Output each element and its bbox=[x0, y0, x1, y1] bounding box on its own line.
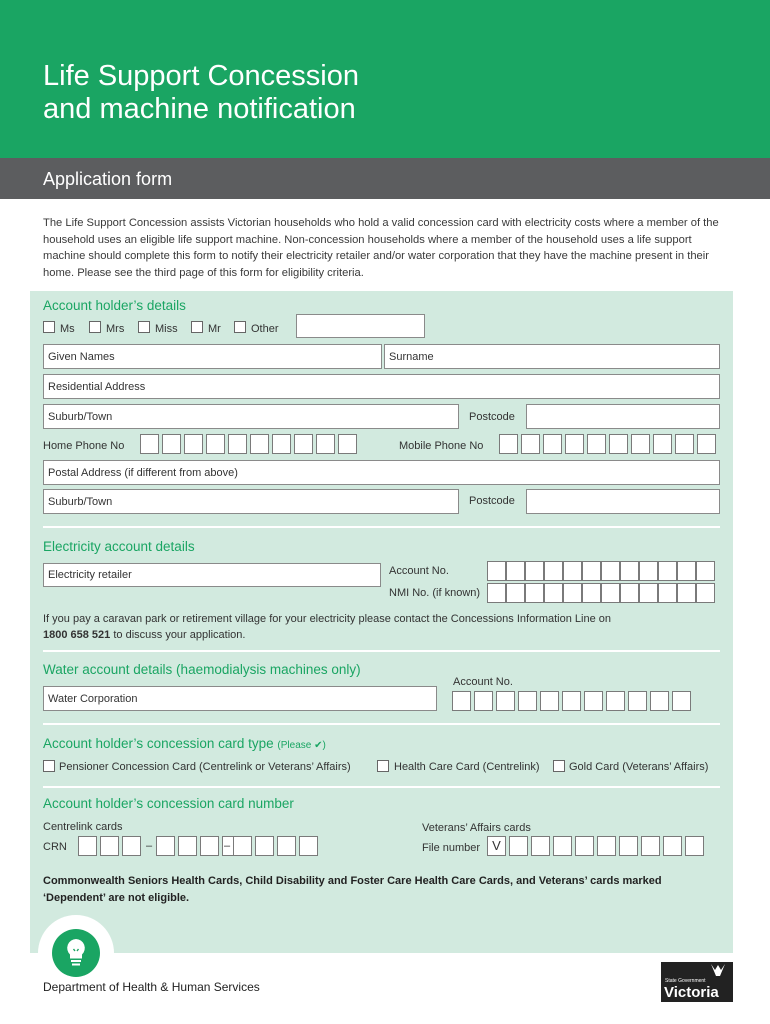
form-subtitle: Application form bbox=[43, 169, 173, 189]
water-cell[interactable] bbox=[518, 691, 537, 711]
crn-cell[interactable] bbox=[255, 836, 274, 856]
mobile-cell[interactable] bbox=[631, 434, 650, 454]
mobile-cell[interactable] bbox=[499, 434, 518, 454]
account-cell[interactable] bbox=[696, 561, 715, 581]
nmi-cell[interactable] bbox=[582, 583, 601, 603]
mobile-cell[interactable] bbox=[675, 434, 694, 454]
section-card-number: Account holder’s concession card number bbox=[43, 796, 294, 811]
suburb-town-label: Suburb/Town bbox=[48, 410, 113, 423]
nmi-cell[interactable] bbox=[677, 583, 696, 603]
crn-cell[interactable] bbox=[78, 836, 97, 856]
title-line-1: Life Support Concession bbox=[43, 60, 359, 92]
water-cell[interactable] bbox=[452, 691, 471, 711]
suburb-town-field[interactable] bbox=[43, 404, 459, 429]
section-electricity: Electricity account details bbox=[43, 539, 195, 554]
label-other: Other bbox=[251, 323, 279, 335]
postal-postcode-label: Postcode bbox=[469, 495, 515, 507]
file-prefix-cell: V bbox=[487, 836, 506, 856]
checkbox-pensioner[interactable] bbox=[43, 760, 55, 772]
label-pensioner: Pensioner Concession Card (Centrelink or Veterans’ Affairs) bbox=[59, 761, 351, 773]
surname-field[interactable] bbox=[384, 344, 720, 369]
account-cell[interactable] bbox=[677, 561, 696, 581]
account-cell[interactable] bbox=[506, 561, 525, 581]
account-cell[interactable] bbox=[544, 561, 563, 581]
crn-label: CRN bbox=[43, 841, 67, 853]
crn-cell[interactable] bbox=[178, 836, 197, 856]
caravan-note-text: If you pay a caravan park or retirement village for your electricity please contact the Concessions Information Line on bbox=[43, 613, 612, 625]
water-cell[interactable] bbox=[650, 691, 669, 711]
home-phone-cells[interactable] bbox=[140, 434, 357, 454]
phone-cell[interactable] bbox=[184, 434, 203, 454]
checkbox-other[interactable] bbox=[234, 321, 246, 333]
victoria-logo bbox=[661, 962, 733, 1002]
crn-cell[interactable] bbox=[156, 836, 175, 856]
checkbox-ms[interactable] bbox=[43, 321, 55, 333]
mobile-cell[interactable] bbox=[609, 434, 628, 454]
residential-address-label: Residential Address bbox=[48, 380, 146, 393]
section-account-holder: Account holder’s details bbox=[43, 298, 186, 313]
file-cell[interactable] bbox=[619, 836, 638, 856]
file-cell[interactable] bbox=[685, 836, 704, 856]
divider bbox=[43, 786, 720, 788]
crn-cell[interactable] bbox=[299, 836, 318, 856]
lightbulb-icon bbox=[52, 929, 100, 977]
surname-label: Surname bbox=[389, 350, 434, 363]
given-names-field[interactable] bbox=[43, 344, 382, 369]
file-cell[interactable] bbox=[663, 836, 682, 856]
crn-cell[interactable] bbox=[200, 836, 219, 856]
label-health-care: Health Care Card (Centrelink) bbox=[394, 761, 540, 773]
crn-cells-3[interactable] bbox=[233, 836, 318, 856]
crn-cell[interactable] bbox=[277, 836, 296, 856]
account-cell[interactable] bbox=[620, 561, 639, 581]
postal-address-field[interactable] bbox=[43, 460, 720, 485]
label-miss: Miss bbox=[155, 323, 178, 335]
form-title bbox=[43, 60, 359, 126]
section-card-type bbox=[43, 736, 326, 751]
crn-dash: – bbox=[224, 840, 231, 852]
header-banner bbox=[0, 0, 770, 158]
nmi-cell[interactable] bbox=[658, 583, 677, 603]
divider bbox=[43, 526, 720, 528]
electricity-account-label: Account No. bbox=[389, 565, 449, 577]
nmi-cell[interactable] bbox=[563, 583, 582, 603]
water-corporation-label: Water Corporation bbox=[48, 692, 138, 705]
label-ms: Ms bbox=[60, 323, 75, 335]
nmi-cell[interactable] bbox=[639, 583, 658, 603]
account-cell[interactable] bbox=[563, 561, 582, 581]
nmi-cell[interactable] bbox=[620, 583, 639, 603]
mobile-phone-label: Mobile Phone No bbox=[399, 440, 484, 452]
nmi-cell[interactable] bbox=[696, 583, 715, 603]
phone-cell[interactable] bbox=[316, 434, 335, 454]
caravan-note bbox=[43, 611, 723, 643]
postal-address-label: Postal Address (if different from above) bbox=[48, 466, 238, 479]
veterans-label: Veterans’ Affairs cards bbox=[422, 822, 531, 834]
form-panel-corner bbox=[30, 900, 733, 952]
account-cell[interactable] bbox=[601, 561, 620, 581]
divider bbox=[43, 723, 720, 725]
crn-cell[interactable] bbox=[100, 836, 119, 856]
section-water: Water account details (haemodialysis machines only) bbox=[43, 662, 361, 677]
file-cell[interactable] bbox=[509, 836, 528, 856]
residential-address-field[interactable] bbox=[43, 374, 720, 399]
phone-cell[interactable] bbox=[206, 434, 225, 454]
file-cell[interactable] bbox=[575, 836, 594, 856]
phone-cell[interactable] bbox=[162, 434, 181, 454]
mobile-cell[interactable] bbox=[653, 434, 672, 454]
logo-big-text: Victoria bbox=[664, 984, 719, 1001]
phone-cell[interactable] bbox=[294, 434, 313, 454]
account-cell[interactable] bbox=[582, 561, 601, 581]
account-cell[interactable] bbox=[487, 561, 506, 581]
mobile-cell[interactable] bbox=[543, 434, 562, 454]
checkbox-gold-card[interactable] bbox=[553, 760, 565, 772]
water-cell[interactable] bbox=[584, 691, 603, 711]
water-cell[interactable] bbox=[628, 691, 647, 711]
label-gold-card: Gold Card (Veterans’ Affairs) bbox=[569, 761, 709, 773]
given-names-label: Given Names bbox=[48, 350, 115, 363]
postal-postcode-field[interactable] bbox=[526, 489, 720, 514]
postcode-field[interactable] bbox=[526, 404, 720, 429]
nmi-cells[interactable] bbox=[487, 583, 715, 603]
account-cell[interactable] bbox=[639, 561, 658, 581]
postal-suburb-field[interactable] bbox=[43, 489, 459, 514]
checkbox-mrs[interactable] bbox=[89, 321, 101, 333]
file-cell[interactable] bbox=[531, 836, 550, 856]
phone-cell[interactable] bbox=[250, 434, 269, 454]
file-cell[interactable] bbox=[641, 836, 660, 856]
eligibility-note: Commonwealth Seniors Health Cards, Child Disability and Foster Care Health Care Cards, and Veterans’ cards marked ‘Dependent’ are not eligible. bbox=[43, 875, 662, 904]
checkbox-health-care[interactable] bbox=[377, 760, 389, 772]
water-account-cells[interactable] bbox=[452, 691, 691, 711]
nmi-cell[interactable] bbox=[601, 583, 620, 603]
water-cell[interactable] bbox=[562, 691, 581, 711]
phone-cell[interactable] bbox=[272, 434, 291, 454]
crn-dash: – bbox=[146, 840, 153, 852]
card-type-title: Account holder’s concession card type bbox=[43, 736, 274, 751]
logo-small-text: State Government bbox=[665, 978, 706, 984]
mobile-cell[interactable] bbox=[697, 434, 716, 454]
nmi-cell[interactable] bbox=[487, 583, 506, 603]
water-cell[interactable] bbox=[474, 691, 493, 711]
checkbox-miss[interactable] bbox=[138, 321, 150, 333]
label-mr: Mr bbox=[208, 323, 221, 335]
intro-paragraph: The Life Support Concession assists Victorian households who hold a valid concession card with electricity costs where a member of the household uses an eligible life support machine. Non-concession households where a member of the household uses a life support machine should complete this form to notify their electricity retailer and/or water corporation that they have the machine present in their home. Please see the third page of this form for eligibility criteria. bbox=[43, 217, 719, 279]
crn-cell[interactable] bbox=[122, 836, 141, 856]
electricity-retailer-label: Electricity retailer bbox=[48, 569, 132, 581]
home-phone-label: Home Phone No bbox=[43, 440, 125, 452]
nmi-cell[interactable] bbox=[544, 583, 563, 603]
nmi-cell[interactable] bbox=[525, 583, 544, 603]
please-tick: (Please ✔) bbox=[277, 740, 326, 751]
water-account-label: Account No. bbox=[453, 676, 513, 688]
file-cell[interactable] bbox=[597, 836, 616, 856]
nmi-cell[interactable] bbox=[506, 583, 525, 603]
other-title-field[interactable] bbox=[296, 314, 425, 338]
crn-cell[interactable] bbox=[233, 836, 252, 856]
subheader-bar bbox=[0, 158, 770, 199]
postal-suburb-label: Suburb/Town bbox=[48, 495, 113, 508]
water-cell[interactable] bbox=[496, 691, 515, 711]
checkbox-mr[interactable] bbox=[191, 321, 203, 333]
centrelink-label: Centrelink cards bbox=[43, 821, 123, 833]
phone-cell[interactable] bbox=[338, 434, 357, 454]
label-mrs: Mrs bbox=[106, 323, 125, 335]
water-corporation-field[interactable] bbox=[43, 686, 437, 711]
account-cell[interactable] bbox=[525, 561, 544, 581]
file-number-label: File number bbox=[422, 842, 481, 854]
water-cell[interactable] bbox=[540, 691, 559, 711]
electricity-retailer-field[interactable] bbox=[43, 563, 381, 587]
phone-cell[interactable] bbox=[140, 434, 159, 454]
crn-cells-1[interactable] bbox=[78, 836, 141, 856]
account-cell[interactable] bbox=[658, 561, 677, 581]
caravan-note-tail: to discuss your application. bbox=[110, 629, 246, 641]
postcode-label: Postcode bbox=[469, 411, 515, 423]
file-cell[interactable] bbox=[553, 836, 572, 856]
nmi-label: NMI No. (if known) bbox=[389, 587, 481, 599]
water-cell[interactable] bbox=[606, 691, 625, 711]
mobile-phone-cells[interactable] bbox=[499, 434, 716, 454]
mobile-cell[interactable] bbox=[565, 434, 584, 454]
water-cell[interactable] bbox=[672, 691, 691, 711]
title-line-2: and machine notification bbox=[43, 93, 356, 125]
mobile-cell[interactable] bbox=[587, 434, 606, 454]
concessions-phone: 1800 658 521 bbox=[43, 629, 111, 641]
phone-cell[interactable] bbox=[228, 434, 247, 454]
department-name: Department of Health & Human Services bbox=[43, 980, 260, 994]
divider bbox=[43, 650, 720, 652]
electricity-account-cells[interactable] bbox=[487, 561, 715, 581]
file-number-cells[interactable] bbox=[487, 836, 704, 856]
mobile-cell[interactable] bbox=[521, 434, 540, 454]
